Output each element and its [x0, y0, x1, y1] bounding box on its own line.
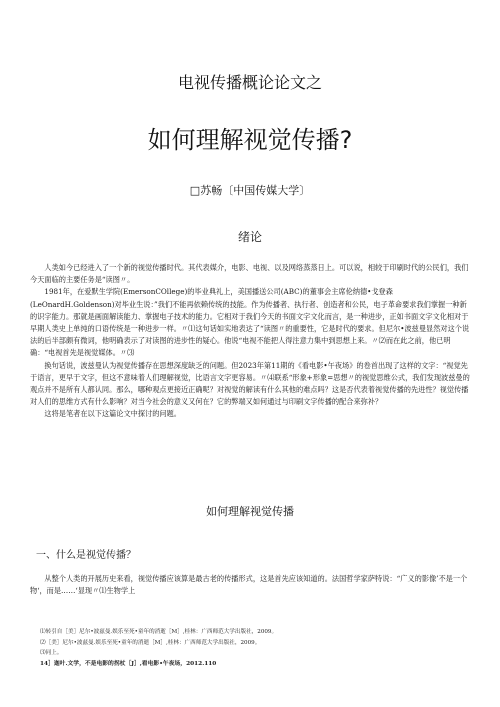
intro-paragraph: 人类如今已经进入了一个新的视觉传播时代。其代表媒介，电影、电视、以及网络蒸蒸日上。可以说，相较于印刷时代的公民们，我们今天面临的主要任务是“读图〃。	[30, 263, 469, 285]
footnote: ⑴转引自［美］尼尔•波兹曼.娱乐至死•童年的消逝［M］,桂林：广西师范大学出版社，2009。	[40, 629, 278, 635]
intro-paragraph: 换句话说，波兹曼认为视觉传播存在思想深度缺乏的问题。但2023年第11期的《看电影•午夜场》的卷首出现了这样的文字：“视觉先于语言，更早于文字，但这不意味着人们理解视觉，比语言文字更容易。〃⑷联系“形象+形象=思想〃的视觉思维公式，我们发现波兹曼的观点并不是所有人都认同。那么，哪种观点更接近正确呢？对视觉的解读有什么其他的难点吗？这是否代表着视觉传播的先进性？视觉传播对人们的思维方式有什么影响？对当今社会的意义又何在？它的弊端又如何通过与印刷文字传播的配合来弥补？	[30, 360, 470, 407]
intro-paragraph: 1981年，在爱默生学院(EmersonCOllege)的毕业典礼上，美国播送公司(ABC)的董事会主席伦纳德•戈登森(LeOnardH.Goldenson)对毕业生说：”我们不能再依赖传统的技能。作为传播者、执行者、创造者和公民，电子革命要求我们掌握一种新的识字能力。那就是画面解读能力、掌握电子技术的能力。它相对于我们今天的书面文字文化而言，是一种进步，正如书面文字文化相对于早期人类史上单纯的口语传统是一种进步一样。〃⑴这句话如实地表达了“读图〃的重要性，它是时代的要求。但尼尔•波兹曼显然对这个说法的后半部颇有微词，他明确表示了对读图的进步性的疑心。他说“电视不能把人得注意力集中到思想上来。〃⑵而在此之前，他已明确：“电视首先是视觉媒体。〃⑶	[30, 287, 470, 358]
intro-body	[30, 262, 470, 421]
section-title: 如何理解视觉传播	[206, 505, 294, 518]
subsection-title: 一、什么是视觉传播？	[36, 550, 136, 561]
document-title: 如何理解视觉传播?	[147, 126, 353, 154]
footnotes	[40, 627, 470, 669]
author-line: □苏畅〔中国传媒大学〕	[189, 184, 311, 197]
footnote: ⑵［美］尼尔•波兹曼.娱乐至死•童年的消逝［M］,桂林：广西师范大学出版社，2009。	[40, 639, 261, 646]
intro-paragraph: 这将是笔者在以下这篇论文中探讨的问题。	[44, 409, 181, 419]
footnote: ⑶同上。	[40, 650, 63, 656]
intro-heading: 绪论	[237, 230, 262, 244]
footnote: 14］迦叶.文学，不是电影的拐杖［J］,看电影•午夜场，2012.110	[40, 660, 217, 667]
section-paragraph: 从整个人类的开展历史来看，视觉传播应该算是最古老的传播形式，这是首先应该知道的。法国哲学家萨特说：“广义的影像’不是一个物‘，而是……‘显现〃⑴生物学上	[30, 574, 468, 596]
section-body	[30, 573, 470, 597]
document-supertitle: 电视传播概论论文之	[177, 73, 322, 92]
